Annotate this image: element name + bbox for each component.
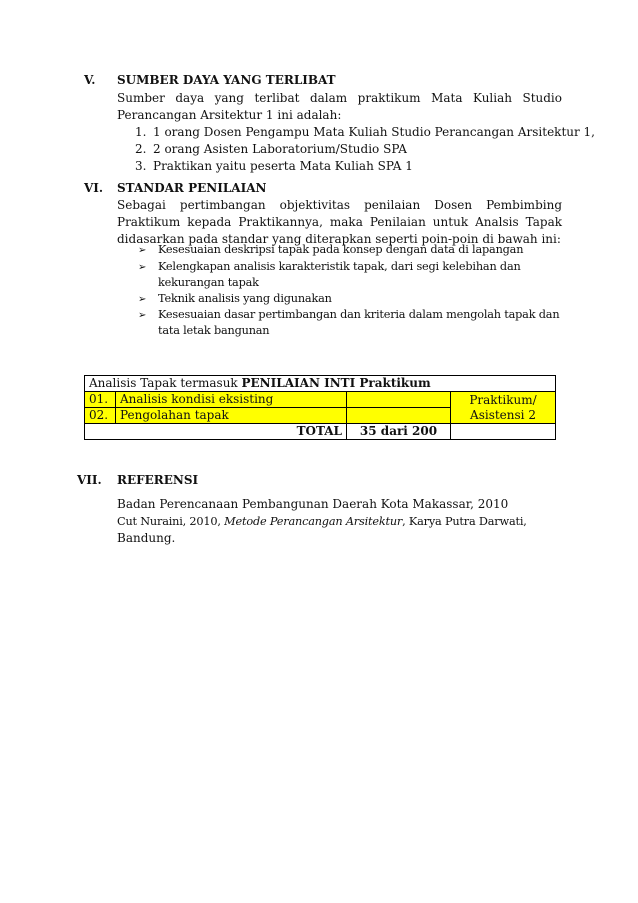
list-item (135, 124, 595, 141)
table-caption-row (85, 376, 556, 392)
reference-1: Badan Perencanaan Pembangunan Daerah Kota Makassar, 2010 (117, 497, 509, 511)
total-row (85, 424, 556, 440)
section-v-title: SUMBER DAYA YANG TERLIBAT (117, 73, 336, 87)
list-item (135, 158, 413, 175)
total-label: TOTAL (85, 424, 347, 440)
table-row (85, 392, 556, 408)
section-vii-number: VII. (77, 473, 102, 487)
bullet-text: Teknik analisis yang digunakan (158, 292, 332, 305)
bullet-continuation: tata letak bangunan (158, 324, 270, 337)
side-note-line1: Praktikum/ (469, 392, 537, 407)
section-vi-intro: Sebagai pertimbangan objektivitas penilaian Dosen Pembimbing Praktikum kepada Praktikannya, maka Penilaian untuk Analsis Tapak didasarkan pada standar yang diterapkan seperti poin-poin di bawah ini: (117, 198, 562, 246)
row-empty-cell (347, 392, 451, 408)
side-note-line2: Asistensi 2 (470, 407, 536, 422)
row-empty-cell (347, 408, 451, 424)
arrow-bullet-icon: ➢ (138, 310, 147, 321)
section-vi-number: VI. (84, 181, 104, 195)
section-vii-title: REFERENSI (117, 473, 199, 487)
list-item (138, 241, 523, 259)
total-empty-cell (451, 424, 556, 440)
row-label: Analisis kondisi eksisting (116, 392, 347, 408)
arrow-bullet-icon: ➢ (138, 245, 147, 256)
row-number: 01. (85, 392, 116, 408)
arrow-bullet-icon: ➢ (138, 294, 147, 305)
row-number: 02. (85, 408, 116, 424)
reference-2-title: Metode Perancangan Arsitektur (224, 515, 403, 528)
row-label: Pengolahan tapak (116, 408, 347, 424)
caption-prefix: Analisis Tapak termasuk (89, 376, 242, 390)
bullet-text: Kesesuaian deskripsi tapak pada konsep dengan data di lapangan (158, 243, 524, 256)
reference-2-city: Bandung. (117, 531, 176, 545)
total-value: 35 dari 200 (347, 424, 451, 440)
section-v-intro: Sumber daya yang terlibat dalam praktikum Mata Kuliah Studio Perancangan Arsitektur 1 ini adalah: (117, 91, 562, 122)
list-item (135, 141, 407, 158)
list-text: Praktikan yaitu peserta Mata Kuliah SPA 1 (153, 159, 413, 173)
list-marker: 2. (135, 142, 147, 156)
score-table (84, 375, 556, 440)
list-marker: 1. (135, 125, 147, 139)
bullet-continuation: kekurangan tapak (158, 276, 259, 289)
arrow-bullet-icon: ➢ (138, 262, 147, 273)
list-marker: 3. (135, 159, 147, 173)
section-v-number: V. (84, 73, 96, 87)
list-text: 1 orang Dosen Pengampu Mata Kuliah Studio Perancangan Arsitektur 1, (153, 125, 595, 139)
bullet-text: Kelengkapan analisis karakteristik tapak, dari segi kelebihan dan (158, 260, 521, 273)
caption-bold: PENILAIAN INTI Praktikum (241, 376, 431, 390)
reference-2 (117, 513, 527, 530)
section-vi-title: STANDAR PENILAIAN (117, 181, 267, 195)
side-note-cell (451, 392, 556, 424)
table-caption (85, 376, 556, 392)
reference-2-rest: , Karya Putra Darwati, (402, 515, 527, 528)
reference-2-author: Cut Nuraini, 2010, (117, 515, 225, 528)
bullet-text: Kesesuaian dasar pertimbangan dan kriteria dalam mengolah tapak dan (158, 308, 560, 321)
list-text: 2 orang Asisten Laboratorium/Studio SPA (153, 142, 407, 156)
